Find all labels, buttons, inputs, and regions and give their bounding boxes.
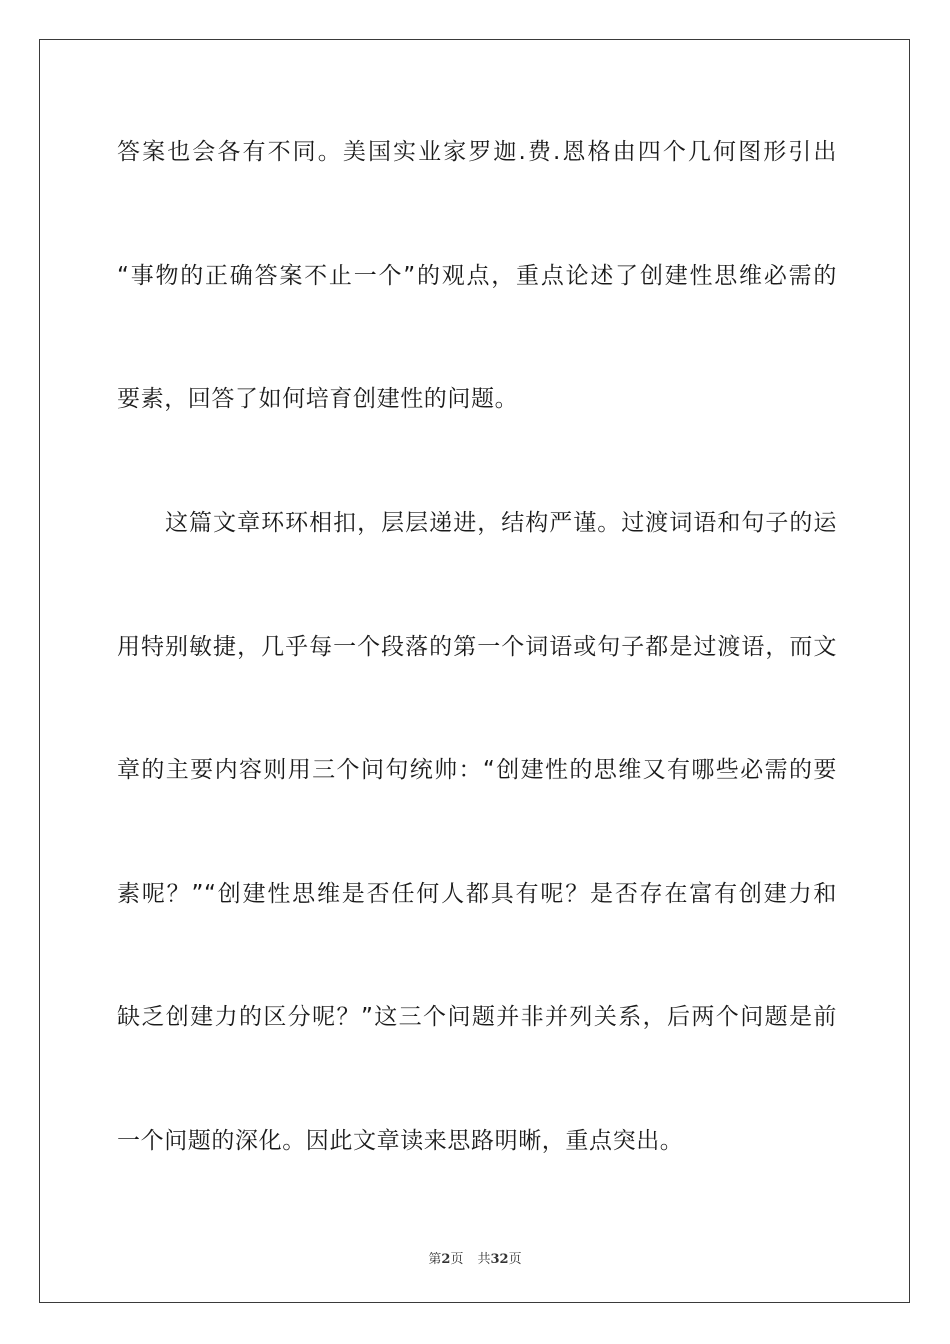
total-prefix: 共 — [477, 1252, 491, 1267]
page-border — [39, 39, 910, 1303]
body-text-line-4: 这篇文章环环相扣，层层递进，结构严谨。过渡词语和句子的运 — [117, 510, 837, 536]
body-text-line-5: 用特别敏捷，几乎每一个段落的第一个词语或句子都是过渡语，而文 — [117, 634, 837, 660]
body-text-line-7: 素呢？”“创建性思维是否任何人都具有呢？是否存在富有创建力和 — [117, 881, 837, 907]
page-footer — [0, 1248, 950, 1267]
page-suffix: 页 — [450, 1252, 464, 1267]
page-number: 2 — [441, 1252, 451, 1267]
total-pages: 32 — [490, 1252, 509, 1267]
total-suffix: 页 — [508, 1252, 522, 1267]
body-text-line-1: 答案也会各有不同。美国实业家罗迦.费.恩格由四个几何图形引出 — [117, 139, 837, 165]
body-text-line-8: 缺乏创建力的区分呢？”这三个问题并非并列关系，后两个问题是前 — [117, 1004, 837, 1030]
body-text-line-3: 要素，回答了如何培育创建性的问题。 — [117, 386, 519, 412]
page-prefix: 第 — [428, 1252, 442, 1267]
body-text-line-2: “事物的正确答案不止一个”的观点，重点论述了创建性思维必需的 — [117, 263, 837, 289]
body-text-line-9: 一个问题的深化。因此文章读来思路明晰，重点突出。 — [117, 1128, 684, 1154]
body-text-line-6: 章的主要内容则用三个问句统帅：“创建性的思维又有哪些必需的要 — [117, 757, 837, 783]
